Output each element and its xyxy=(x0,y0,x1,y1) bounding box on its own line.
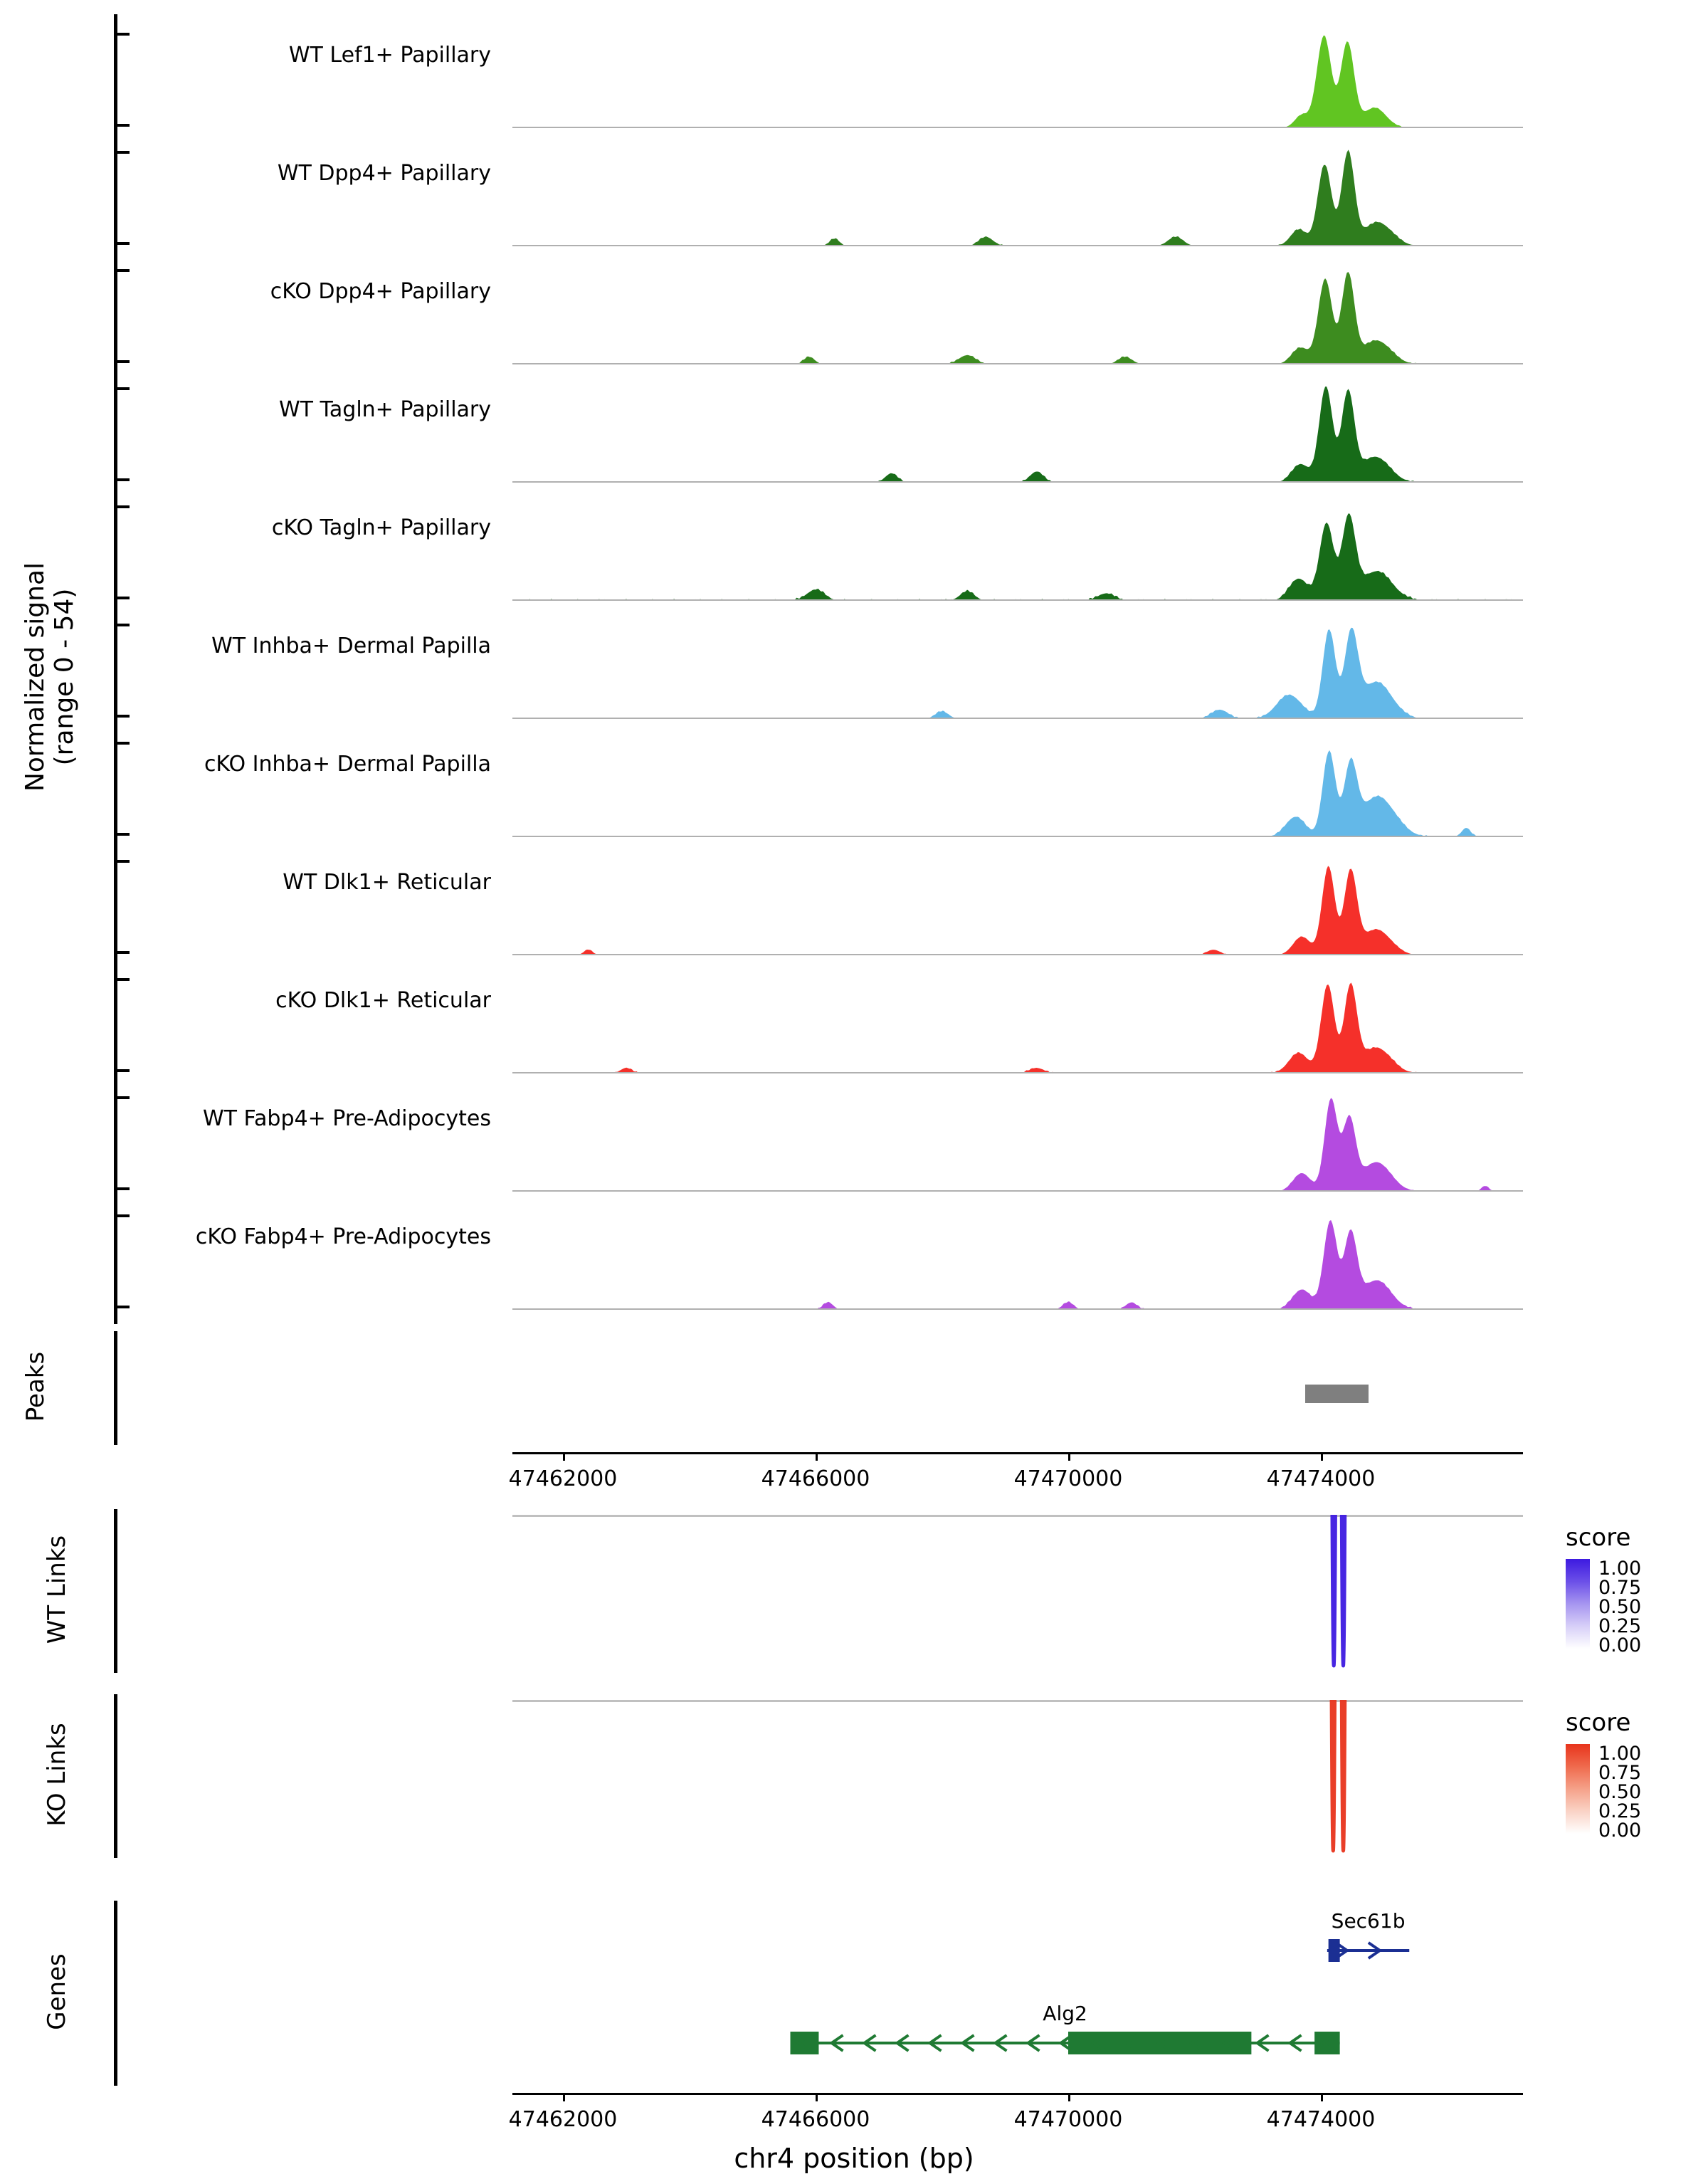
coverage-track xyxy=(195,1210,1523,1310)
coverage-signal xyxy=(512,1210,1523,1310)
ko-links-legend-gradient xyxy=(1566,1744,1590,1834)
coverage-axis-tick xyxy=(114,387,130,390)
coverage-signal xyxy=(512,856,1523,955)
lower-axis-tick-label: 47466000 xyxy=(761,2107,870,2132)
coverage-signal xyxy=(512,501,1523,601)
coverage-axis-tick xyxy=(114,360,130,363)
wt-links-legend-ticks xyxy=(1598,1558,1642,1656)
coverage-signal xyxy=(512,619,1523,719)
lower-axis-tick xyxy=(816,2093,818,2101)
x-axis-title: chr4 position (bp) xyxy=(734,2143,974,2174)
coverage-track xyxy=(277,147,1523,246)
ko-links-legend xyxy=(1566,1708,1642,1842)
lower-axis-tick-label: 47462000 xyxy=(508,2107,618,2132)
coverage-axis-tick xyxy=(114,715,130,718)
coverage-baseline xyxy=(512,127,1523,128)
coverage-track-label: cKO Inhba+ Dermal Papilla xyxy=(204,752,491,777)
gene-label: Alg2 xyxy=(1043,2002,1087,2025)
coverage-axis-tick xyxy=(114,33,130,36)
coverage-signal xyxy=(512,383,1523,483)
ko-links-legend-title: score xyxy=(1566,1708,1631,1737)
coverage-axis-tick xyxy=(114,151,130,154)
coverage-baseline xyxy=(512,836,1523,837)
coverage-baseline xyxy=(512,481,1523,483)
coverage-track xyxy=(288,28,1523,128)
coverage-track-label: WT Dpp4+ Papillary xyxy=(277,161,491,186)
upper-axis-tick-label: 47470000 xyxy=(1013,1466,1123,1491)
coverage-signal xyxy=(512,28,1523,128)
peaks-axis-spine xyxy=(114,1331,117,1445)
coverage-track-label: WT Lef1+ Papillary xyxy=(288,43,491,68)
coverage-axis-tick xyxy=(114,860,130,863)
gene-label: Sec61b xyxy=(1331,1909,1406,1933)
ko-links-legend-tick-label: 0.25 xyxy=(1598,1800,1642,1822)
wt-links-legend-tick-label: 1.00 xyxy=(1598,1558,1642,1580)
coverage-baseline xyxy=(512,1072,1523,1073)
coverage-baseline xyxy=(512,1308,1523,1310)
wt-links-legend xyxy=(1566,1523,1642,1656)
coverage-track xyxy=(204,737,1523,837)
wt-links-legend-tick-label: 0.50 xyxy=(1598,1596,1642,1618)
coverage-track-label: cKO Dpp4+ Papillary xyxy=(270,279,491,304)
lower-axis-tick xyxy=(1068,2093,1070,2101)
upper-axis-tick xyxy=(1068,1452,1070,1461)
lower-axis-line xyxy=(512,2093,1523,2095)
coverage-axis-tick xyxy=(114,978,130,981)
coverage-track xyxy=(211,619,1523,719)
lower-axis-tick xyxy=(563,2093,565,2101)
coverage-axis-tick xyxy=(114,624,130,626)
y-axis-title-line2: (range 0 - 54) xyxy=(50,588,79,766)
coverage-axis-tick xyxy=(114,124,130,127)
coverage-axis-spine xyxy=(114,14,117,1324)
coverage-axis-tick xyxy=(114,1096,130,1099)
coverage-track-label: cKO Fabp4+ Pre-Adipocytes xyxy=(195,1224,491,1249)
coverage-baseline xyxy=(512,599,1523,601)
upper-axis-tick xyxy=(563,1452,565,1461)
coverage-track-label: cKO Dlk1+ Reticular xyxy=(275,988,491,1013)
coverage-axis-tick xyxy=(114,951,130,954)
y-axis-title xyxy=(21,406,79,947)
lower-axis-tick xyxy=(1321,2093,1323,2101)
wt-links-legend-tick-label: 0.75 xyxy=(1598,1577,1642,1599)
coverage-axis-tick xyxy=(114,833,130,836)
coverage-signal xyxy=(512,737,1523,837)
coverage-track xyxy=(283,856,1523,955)
wt-links-legend-gradient xyxy=(1566,1559,1590,1649)
coverage-signal xyxy=(512,147,1523,246)
wt-links-legend-title: score xyxy=(1566,1523,1631,1552)
coverage-baseline xyxy=(512,718,1523,719)
wt-links-axis-spine xyxy=(114,1509,117,1673)
wt-links-legend-tick-label: 0.25 xyxy=(1598,1615,1642,1637)
peak-region xyxy=(1305,1385,1369,1403)
coverage-track-label: WT Fabp4+ Pre-Adipocytes xyxy=(203,1106,491,1131)
coverage-axis-tick xyxy=(114,1214,130,1217)
coverage-signal xyxy=(512,974,1523,1073)
wt-links-legend-body xyxy=(1566,1558,1642,1656)
coverage-axis-tick xyxy=(114,269,130,272)
coverage-signal xyxy=(512,1092,1523,1192)
genes-axis-spine xyxy=(114,1901,117,2086)
coverage-track-label: WT Tagln+ Papillary xyxy=(279,397,491,422)
coverage-axis-tick xyxy=(114,742,130,745)
ko-links-panel-label: KO Links xyxy=(43,1723,71,1827)
coverage-track xyxy=(203,1092,1523,1192)
upper-axis-tick xyxy=(1321,1452,1323,1461)
wt-links-arcs xyxy=(512,1509,1523,1673)
coverage-baseline xyxy=(512,954,1523,955)
coverage-track xyxy=(279,383,1523,483)
ko-links-legend-tick-label: 0.00 xyxy=(1598,1819,1642,1842)
upper-axis-tick-label: 47466000 xyxy=(761,1466,870,1491)
coverage-track xyxy=(275,974,1523,1073)
coverage-axis-tick xyxy=(114,505,130,508)
coverage-track-label: WT Dlk1+ Reticular xyxy=(283,870,491,895)
lower-axis-tick-label: 47470000 xyxy=(1013,2107,1123,2132)
wt-links-panel-label: WT Links xyxy=(43,1535,71,1644)
coverage-track xyxy=(271,501,1523,601)
ko-links-arcs xyxy=(512,1694,1523,1858)
coverage-axis-tick xyxy=(114,242,130,245)
coverage-signal xyxy=(512,265,1523,364)
coverage-axis-tick xyxy=(114,1069,130,1072)
ko-links-legend-tick-label: 1.00 xyxy=(1598,1743,1642,1765)
y-axis-title-line1: Normalized signal xyxy=(21,562,50,792)
upper-axis-line xyxy=(512,1452,1523,1454)
ko-links-legend-tick-label: 0.50 xyxy=(1598,1781,1642,1803)
coverage-baseline xyxy=(512,1190,1523,1192)
upper-axis-tick-label: 47462000 xyxy=(508,1466,618,1491)
coverage-axis-tick xyxy=(114,1187,130,1190)
coverage-axis-tick xyxy=(114,597,130,599)
coverage-track xyxy=(270,265,1523,364)
coverage-baseline xyxy=(512,363,1523,364)
upper-axis-tick xyxy=(816,1452,818,1461)
lower-axis-tick-label: 47474000 xyxy=(1266,2107,1376,2132)
ko-links-legend-body xyxy=(1566,1743,1642,1842)
coverage-baseline xyxy=(512,245,1523,246)
coverage-axis-tick xyxy=(114,1306,130,1308)
peaks-panel-label: Peaks xyxy=(21,1351,50,1422)
ko-links-legend-tick-label: 0.75 xyxy=(1598,1762,1642,1784)
upper-axis-tick-label: 47474000 xyxy=(1266,1466,1376,1491)
coverage-track-label: cKO Tagln+ Papillary xyxy=(271,515,491,540)
ko-links-legend-ticks xyxy=(1598,1743,1642,1842)
wt-links-legend-tick-label: 0.00 xyxy=(1598,1634,1642,1656)
genes-panel-label: Genes xyxy=(43,1953,71,2030)
coverage-track-label: WT Inhba+ Dermal Papilla xyxy=(211,634,491,658)
coverage-axis-tick xyxy=(114,478,130,481)
ko-links-axis-spine xyxy=(114,1694,117,1858)
